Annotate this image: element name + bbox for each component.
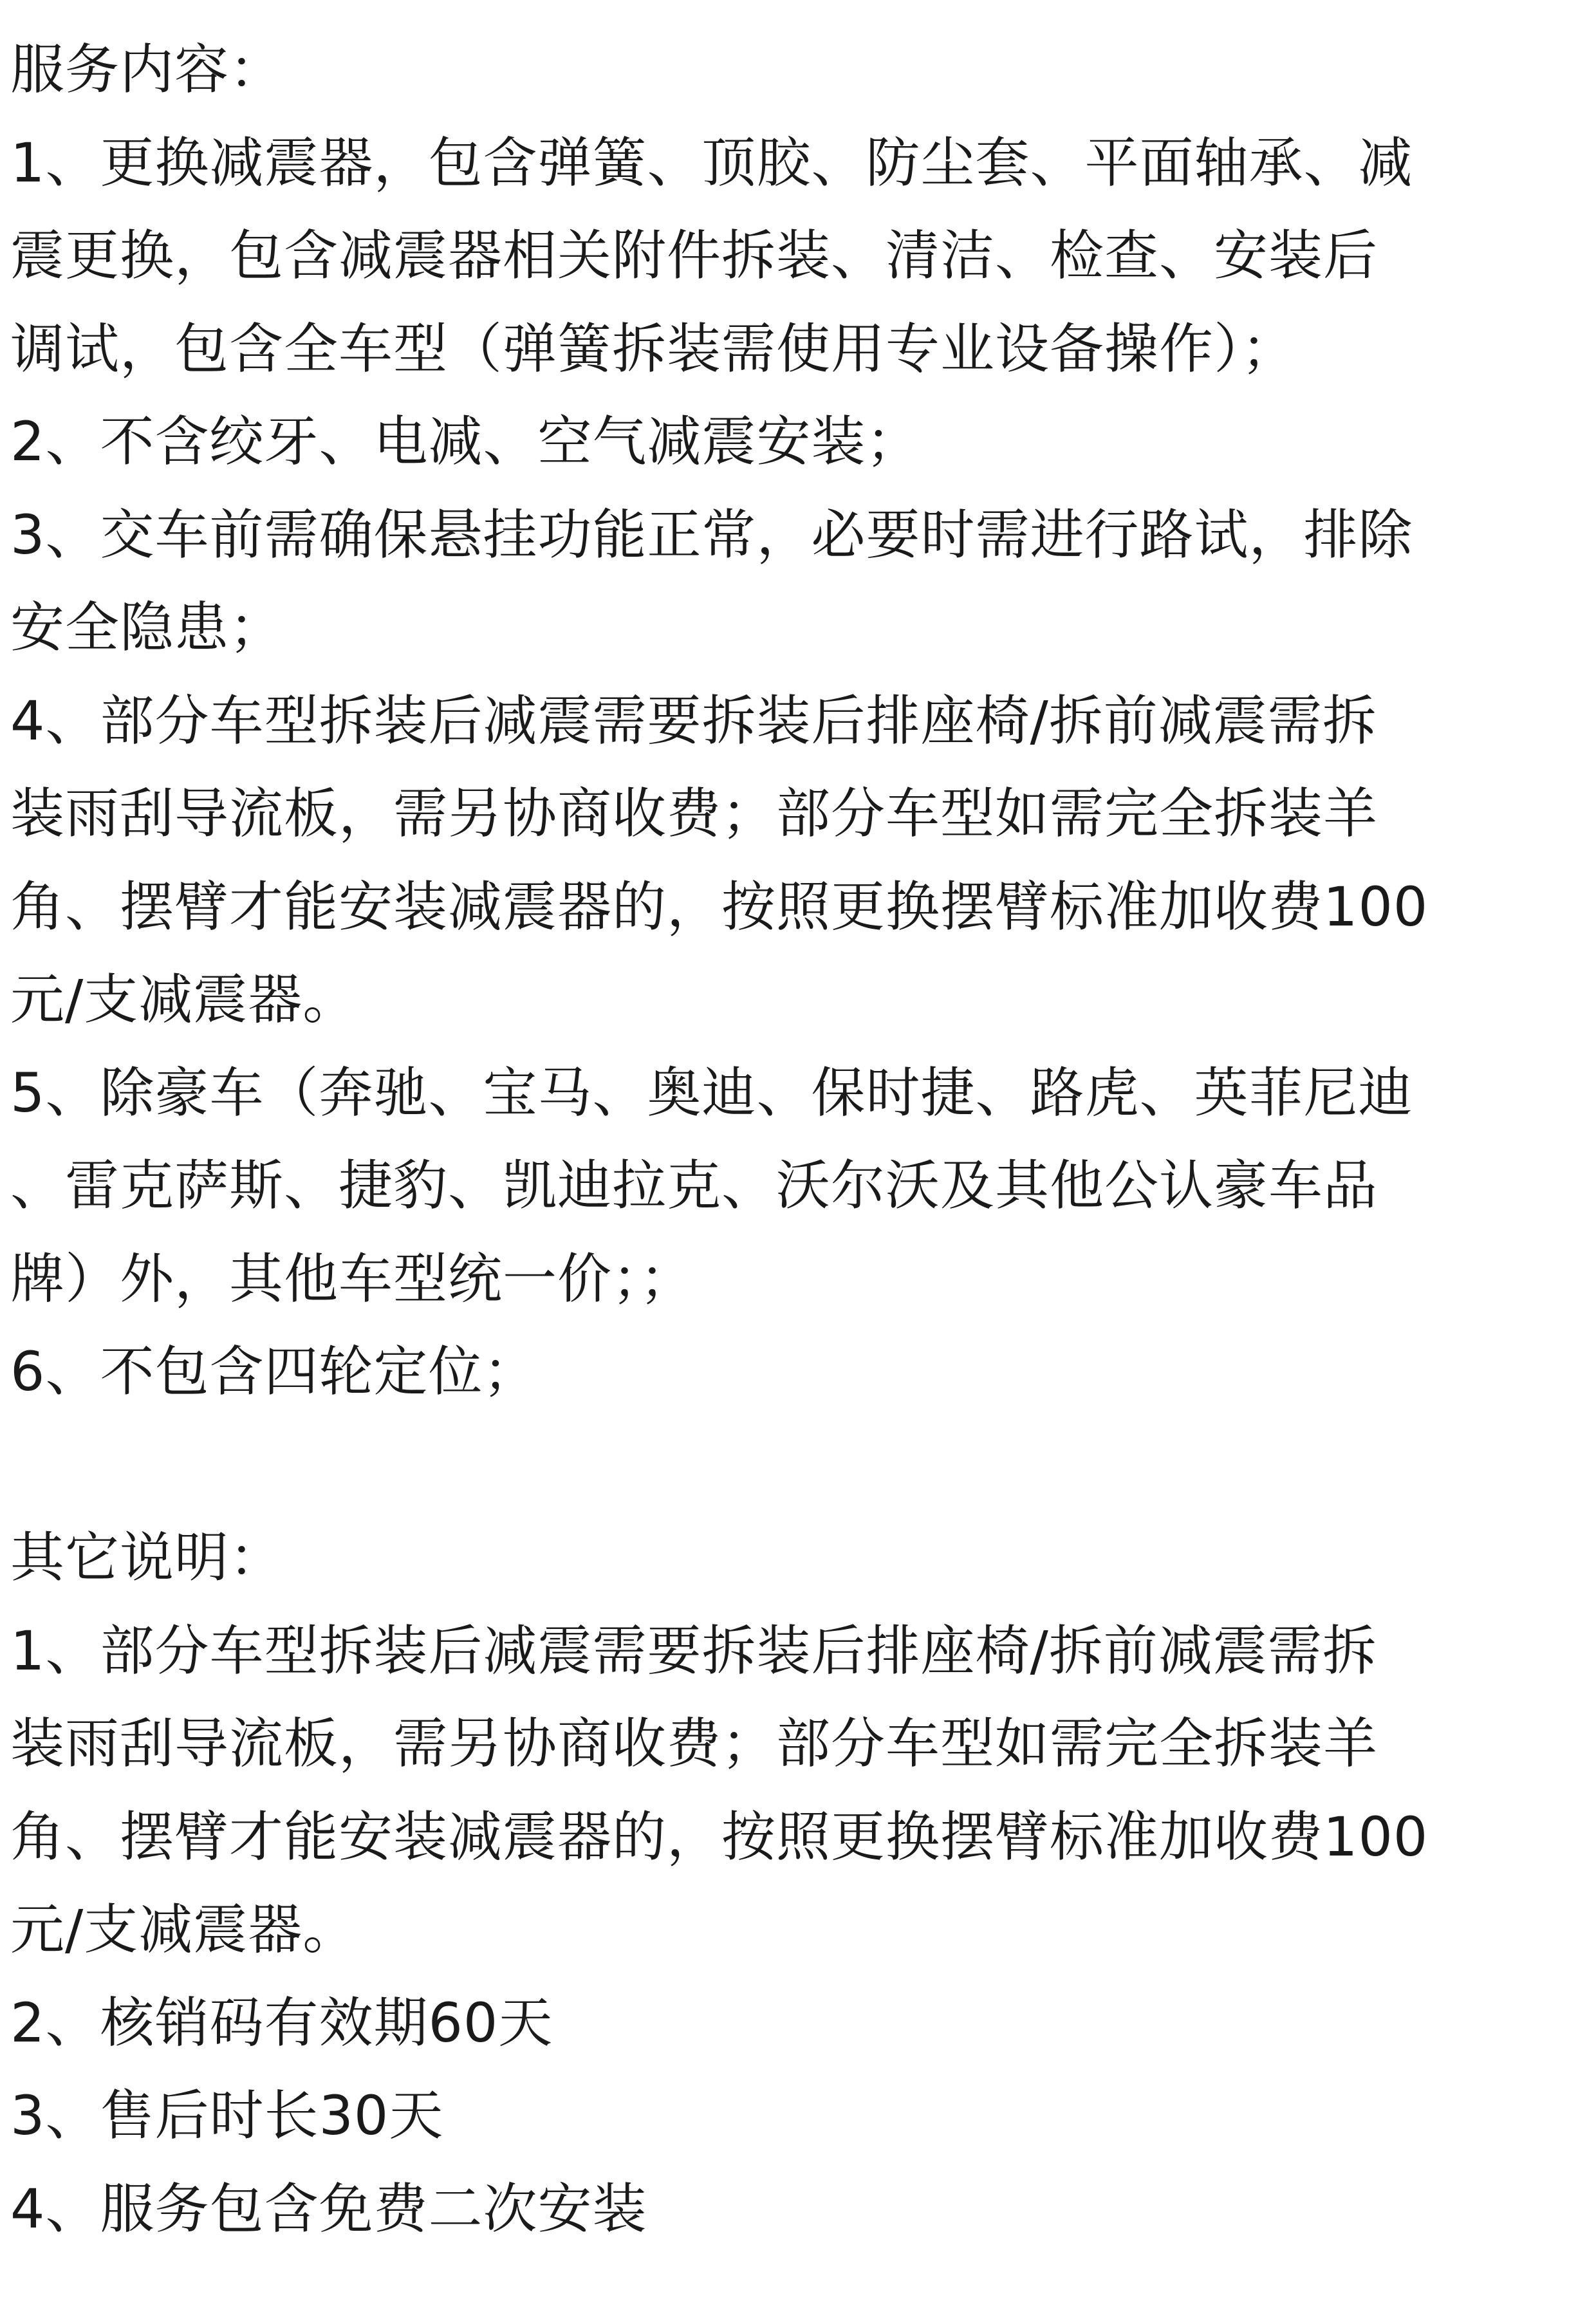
- other-note-item-4: [10, 2163, 1581, 2256]
- other-note-item-line: 元/支减震器。: [10, 1898, 358, 1961]
- service-content-list: [10, 116, 1581, 1419]
- service-item-line: 震更换，包含减震器相关附件拆装、清洁、检查、安装后: [10, 224, 1378, 287]
- service-item-5: [10, 1047, 1581, 1326]
- service-item-line: 2、不含绞牙、电减、空气减震安装；: [10, 410, 921, 473]
- other-note-item-line: 3、售后时长30天: [10, 2084, 444, 2147]
- service-content-heading: 服务内容：: [10, 38, 284, 101]
- service-item-1: [10, 116, 1581, 396]
- service-item-line: 5、除豪车（奔驰、宝马、奥迪、保时捷、路虎、英菲尼迪: [10, 1061, 1413, 1124]
- other-note-item-2: [10, 1977, 1581, 2070]
- other-note-item-line: 角、摆臂才能安装减震器的，按照更换摆臂标准加收费100: [10, 1805, 1429, 1868]
- other-note-item-1: [10, 1605, 1581, 1977]
- service-item-2: [10, 395, 1581, 489]
- service-item-line: 元/支减震器。: [10, 968, 358, 1031]
- service-item-line: 3、交车前需确保悬挂功能正常，必要时需进行路试，排除: [10, 503, 1413, 566]
- service-item-line: 角、摆臂才能安装减震器的，按照更换摆臂标准加收费100: [10, 875, 1429, 938]
- service-item-4: [10, 675, 1581, 1047]
- service-item-line: 安全隐患；: [10, 596, 284, 659]
- service-item-line: 、雷克萨斯、捷豹、凯迪拉克、沃尔沃及其他公认豪车品: [10, 1154, 1378, 1217]
- other-note-item-line: 4、服务包含免费二次安装: [10, 2177, 647, 2240]
- service-item-line: 装雨刮导流板，需另协商收费；部分车型如需完全拆装羊: [10, 782, 1378, 845]
- service-item-6: [10, 1325, 1581, 1419]
- service-item-line: 调试，包含全车型（弹簧拆装需使用专业设备操作）；: [10, 317, 1297, 380]
- other-notes-heading: 其它说明：: [10, 1526, 284, 1589]
- service-item-3: [10, 489, 1581, 675]
- section-spacer: [10, 1419, 1581, 1512]
- other-notes-list: [10, 1605, 1581, 2256]
- other-note-item-line: 装雨刮导流板，需另协商收费；部分车型如需完全拆装羊: [10, 1712, 1378, 1775]
- other-note-item-3: [10, 2069, 1581, 2163]
- other-note-item-line: 1、部分车型拆装后减震需要拆装后排座椅/拆前减震需拆: [10, 1619, 1377, 1682]
- service-item-line: 牌）外，其他车型统一价；；: [10, 1247, 695, 1310]
- other-note-item-line: 2、核销码有效期60天: [10, 1991, 553, 2054]
- service-item-line: 6、不包含四轮定位；: [10, 1340, 538, 1403]
- document-body: [10, 23, 1581, 2255]
- service-item-line: 1、更换减震器，包含弹簧、顶胶、防尘套、平面轴承、减: [10, 131, 1413, 194]
- service-item-line: 4、部分车型拆装后减震需要拆装后排座椅/拆前减震需拆: [10, 689, 1377, 752]
